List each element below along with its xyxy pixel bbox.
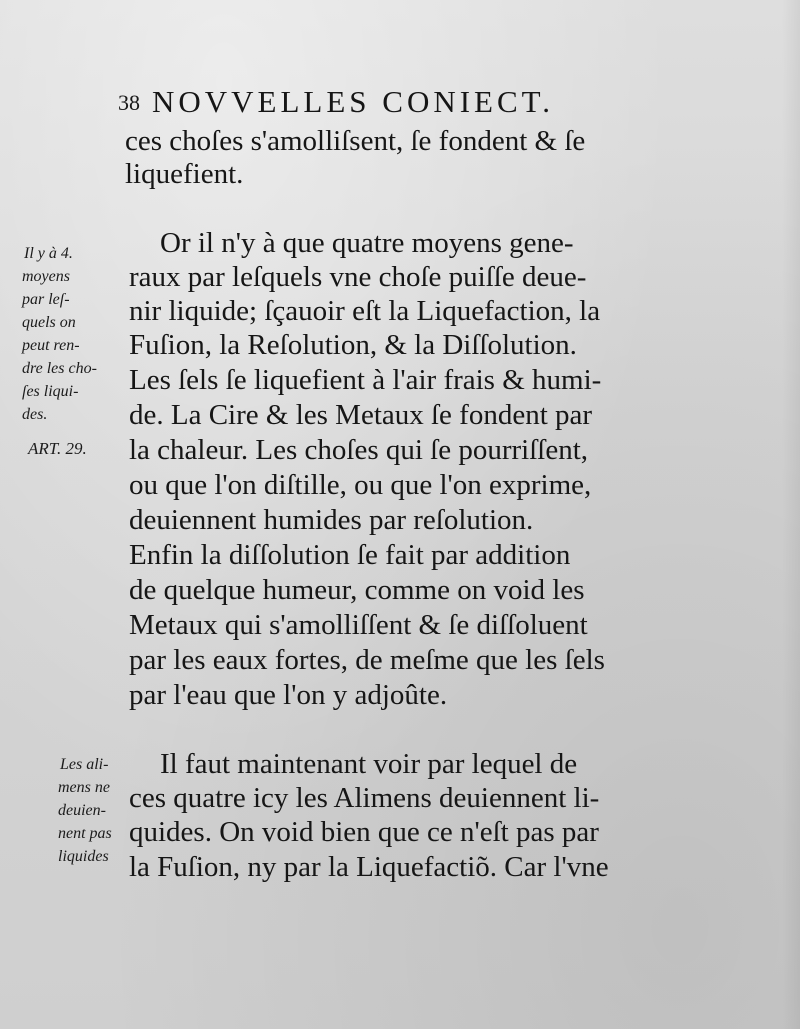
text-line: Il faut maintenant voir par lequel de xyxy=(160,748,578,780)
text-line: liquefient. xyxy=(125,158,244,190)
margin-note-line: liquides xyxy=(58,848,109,865)
text-line: ces choſes s'amolliſsent, ſe fondent & ſe xyxy=(125,125,586,157)
text-line: nir liquide; ſçauoir eſt la Liquefaction, la xyxy=(129,295,601,327)
text-line: par l'eau que l'on y adjoûte. xyxy=(129,679,448,711)
text-line: Metaux qui s'amolliſſent & ſe diſſoluent xyxy=(129,609,588,641)
margin-note-line: Les ali- xyxy=(60,756,109,773)
margin-note-line: mens ne xyxy=(58,779,110,796)
text-line: quides. On void bien que ce n'eſt pas par xyxy=(129,816,599,848)
margin-note-line: moyens xyxy=(22,268,70,285)
running-title: NOVVELLES CONIECT. xyxy=(152,84,555,119)
page-number: 38 xyxy=(118,90,140,115)
margin-note-line: deuien- xyxy=(58,802,106,819)
margin-note-line: nent pas xyxy=(58,825,112,842)
margin-note-line: quels on xyxy=(22,314,76,331)
text-line: ou que l'on diſtille, ou que l'on exprime, xyxy=(129,469,592,501)
text-line: par les eaux fortes, de meſme que les ſels xyxy=(129,644,605,676)
text-line: Fuſion, la Reſolution, & la Diſſolution. xyxy=(129,329,577,361)
margin-note-line: peut ren- xyxy=(22,337,80,354)
text-line: raux par leſquels vne choſe puiſſe deue- xyxy=(129,261,587,293)
text-line: Les ſels ſe liquefient à l'air frais & humi- xyxy=(129,364,602,396)
running-head xyxy=(118,84,618,124)
text-line: la chaleur. Les choſes qui ſe pourriſſent, xyxy=(129,434,589,466)
page-edge-shadow xyxy=(782,0,800,1029)
article-number: ART. 29. xyxy=(28,439,87,458)
text-line: Enfin la diſſolution ſe fait par addition xyxy=(129,539,571,571)
text-line: de. La Cire & les Metaux ſe fondent par xyxy=(129,399,593,431)
text-line: deuiennent humides par reſolution. xyxy=(129,504,534,536)
text-line: Or il n'y à que quatre moyens gene- xyxy=(160,227,574,259)
margin-note-line: des. xyxy=(22,406,48,423)
text-line: ces quatre icy les Alimens deuiennent li- xyxy=(129,782,600,814)
text-line: la Fuſion, ny par la Liquefactiõ. Car l'vne xyxy=(129,851,609,883)
text-line: de quelque humeur, comme on void les xyxy=(129,574,585,606)
margin-note-line: par leſ- xyxy=(22,291,70,308)
margin-note-line: dre les cho- xyxy=(22,360,97,377)
margin-note-line: Il y à 4. xyxy=(24,245,73,262)
margin-note-line: ſes liqui- xyxy=(22,383,79,400)
